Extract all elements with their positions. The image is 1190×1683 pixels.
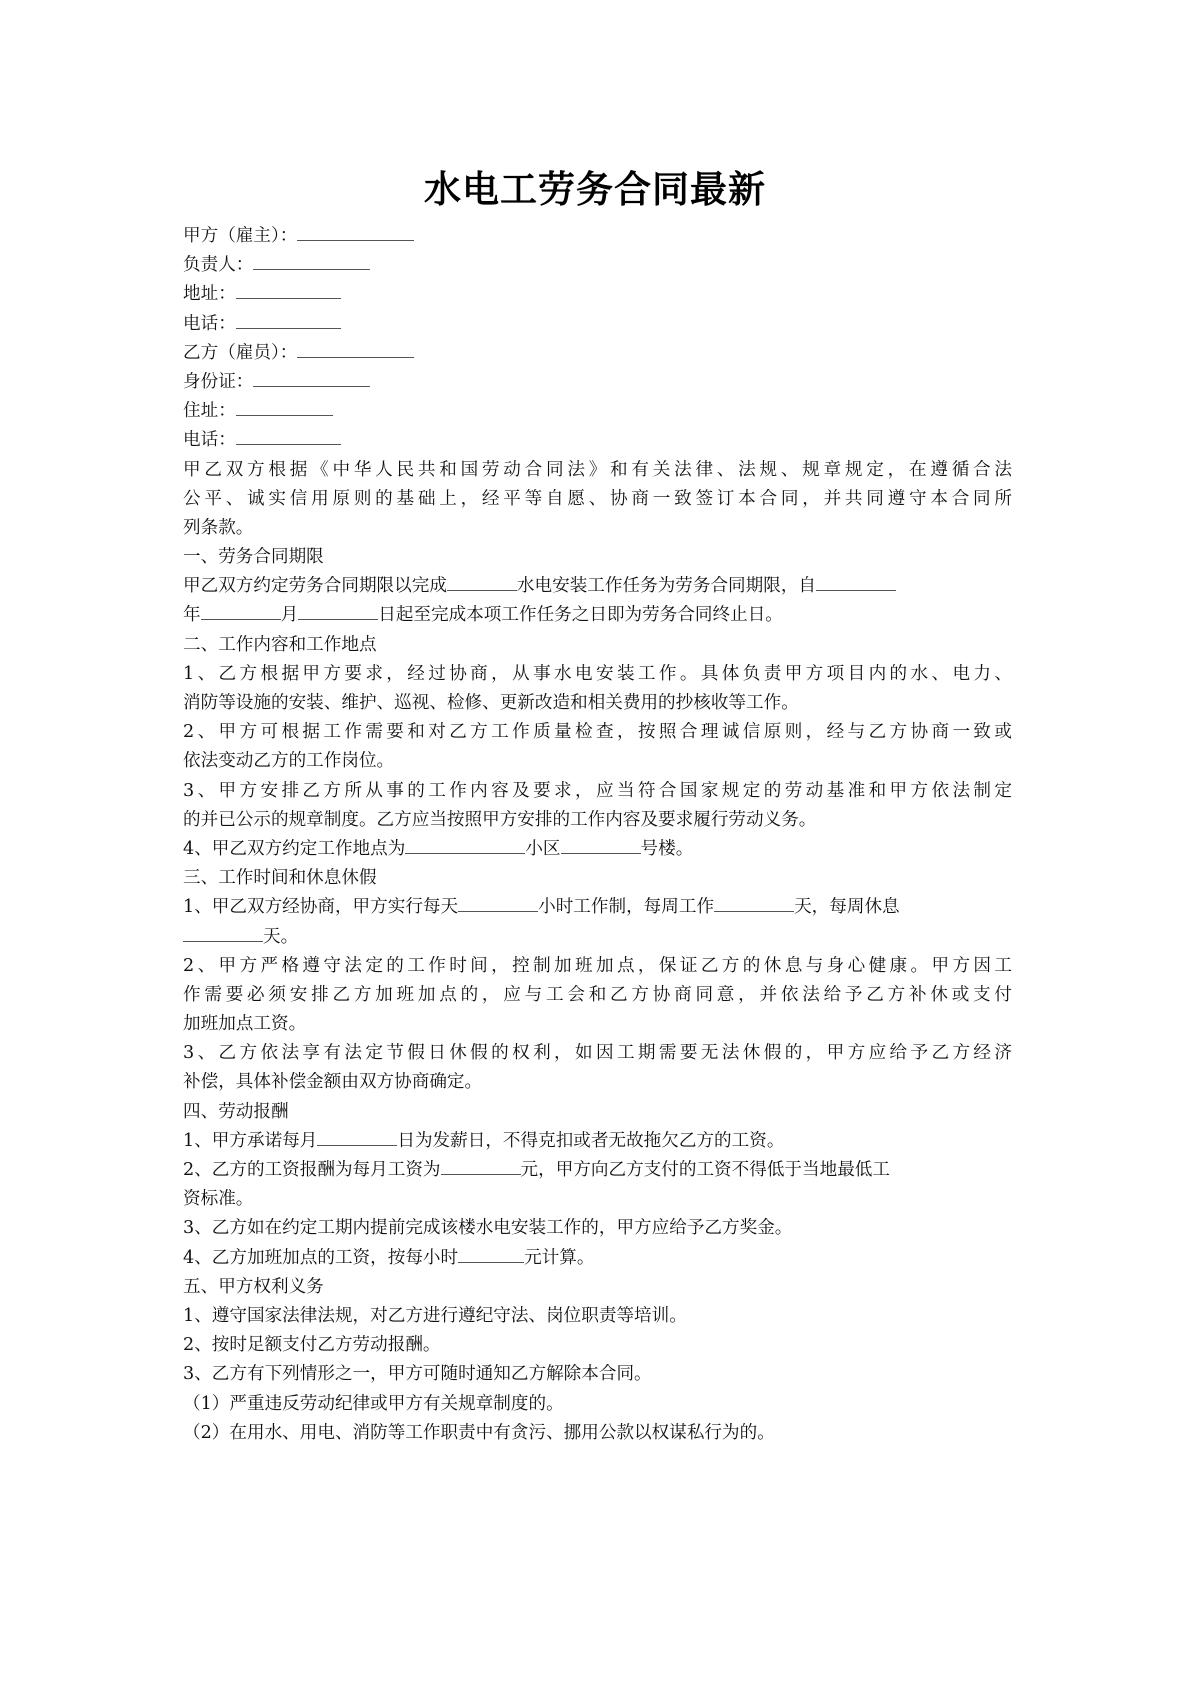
field-party-a [183,222,1013,251]
clause-text: 1、甲乙双方经协商，甲方实行每天 [183,897,459,918]
clause-text: 天，每周休息 [794,897,900,918]
fill-blank[interactable] [458,1244,524,1263]
fill-blank[interactable] [236,397,333,416]
field-label: 电话： [183,430,236,451]
fill-blank[interactable] [236,426,341,445]
clause-text: 元，甲方向乙方支付的工资不得低于当地最低工 [520,1160,890,1180]
clause-line [183,1127,1013,1156]
field-label: 负责人： [183,255,254,276]
field-person-in-charge [183,251,1013,280]
document-body [183,222,1013,1448]
field-phone-a [183,310,1013,339]
clause-line: 3、甲方安排乙方所从事的工作内容及要求，应当符合国家规定的劳动基准和甲方依法制定 [183,780,1012,801]
clause-line: 的并已公示的规章制度。乙方应当按照甲方安排的工作内容及要求履行劳动义务。 [183,809,817,830]
clause-text: 日为发薪日，不得克扣或者无故拖欠乙方的工资。 [397,1130,785,1151]
field-phone-b [183,426,1013,455]
fill-blank[interactable] [405,835,525,854]
clause-text: 小区 [525,838,561,859]
fill-blank[interactable] [183,923,263,942]
clause-line: 1、遵守国家法律法规，对乙方进行遵纪守法、岗位职责等培训。 [183,1305,687,1326]
field-label: 身份证： [183,371,254,392]
clause-subitem: （2）在用水、用电、消防等工作职责中有贪污、挪用公款以权谋私行为的。 [183,1422,775,1443]
clause-line: 1、乙方根据甲方要求，经过协商，从事水电安装工作。具体负责甲方项目内的水、电力、 [183,663,1012,684]
fill-blank[interactable] [561,835,641,854]
clause-line: 2、甲方严格遵守法定的工作时间，控制加班加点，保证乙方的休息与身心健康。甲方因工 [183,955,1012,976]
clause-line: 消防等设施的安装、维护、巡视、检修、更新改造和相关费用的抄核收等工作。 [183,693,799,713]
clause-text: 1、甲方承诺每月 [183,1130,318,1151]
clause-line [183,893,1013,922]
clause-line: 3、乙方依法享有法定节假日休假的权利，如因工期需要无法休假的，甲方应给予乙方经济 [183,1043,1012,1064]
fill-blank[interactable] [253,368,370,387]
section-heading: 二、工作内容和工作地点 [183,634,377,655]
clause-text: 水电安装工作任务为劳务合同期限，自 [516,576,817,597]
clause-text: 天。 [263,926,299,947]
clause-text: 月 [280,605,299,626]
fill-blank[interactable] [458,893,538,912]
clause-text: 2、乙方的工资报酬为每月工资为 [183,1160,441,1180]
clause-text: 4、甲乙双方约定工作地点为 [183,838,406,859]
clause-line [183,601,1013,630]
preamble-line: 公平、诚实信用原则的基础上，经平等自愿、协商一致签订本合同，并共同遵守本合同所 [183,488,1012,509]
clause-text: 4、乙方加班加点的工资，按每小时 [183,1247,459,1268]
field-label: 甲方（雇主）： [183,226,298,246]
clause-line: 2、按时足额支付乙方劳动报酬。 [183,1335,441,1356]
fill-blank[interactable] [441,1156,521,1175]
section-heading: 四、劳动报酬 [183,1101,289,1122]
field-address-a [183,280,1013,309]
clause-text: 甲乙双方约定劳务合同期限以完成 [183,576,447,597]
clause-line: 3、乙方有下列情形之一，甲方可随时通知乙方解除本合同。 [183,1364,652,1385]
clause-line [183,923,1013,952]
clause-line: 2、甲方可根据工作需要和对乙方工作质量检查，按照合理诚信原则，经与乙方协商一致或 [183,722,1012,743]
clause-text: 小时工作制，每周工作 [538,897,715,918]
clause-line: 依法变动乙方的工作岗位。 [183,751,395,772]
fill-blank[interactable] [447,572,517,591]
clause-text: 号楼。 [640,838,694,859]
clause-line: 资标准。 [183,1189,254,1210]
fill-blank[interactable] [201,601,281,620]
clause-text: 日起至完成本项工作任务之日即为劳务合同终止日。 [378,605,783,626]
clause-line: 3、乙方如在约定工期内提前完成该楼水电安装工作的，甲方应给予乙方奖金。 [183,1218,793,1239]
clause-line: 作需要必须安排乙方加班加点的，应与工会和乙方协商同意，并依法给予乙方补休或支付 [183,984,1012,1005]
section-heading: 一、劳务合同期限 [183,547,324,568]
preamble-line: 甲乙双方根据《中华人民共和国劳动合同法》和有关法律、法规、规章规定，在遵循合法 [183,459,1012,480]
fill-blank[interactable] [236,280,341,299]
clause-line: 补偿，具体补偿金额由双方协商确定。 [183,1072,483,1093]
field-label: 地址： [183,284,236,305]
clause-line [183,835,1013,864]
clause-subitem: （1）严重违反劳动纪律或甲方有关规章制度的。 [183,1393,564,1414]
section-heading: 三、工作时间和休息休假 [183,868,377,889]
fill-blank[interactable] [297,339,414,358]
preamble-line: 列条款。 [183,517,254,538]
field-label: 住址： [183,401,236,422]
clause-line [183,1244,1013,1273]
fill-blank[interactable] [298,601,378,620]
fill-blank[interactable] [253,251,370,270]
field-label: 乙方（雇员）： [183,342,298,363]
clause-text: 元计算。 [524,1247,595,1268]
clause-line [183,572,1013,601]
section-heading: 五、甲方权利义务 [183,1276,324,1297]
field-id-card [183,368,1013,397]
field-label: 电话： [183,313,236,334]
field-residence [183,397,1013,426]
document-title: 水电工劳务合同最新 [424,168,766,211]
clause-line [183,1156,1013,1185]
field-party-b [183,339,1013,368]
fill-blank[interactable] [714,893,794,912]
fill-blank[interactable] [297,222,414,241]
fill-blank[interactable] [317,1127,397,1146]
fill-blank[interactable] [236,310,341,329]
clause-text: 年 [183,605,201,626]
fill-blank[interactable] [816,572,896,591]
clause-line: 加班加点工资。 [183,1014,307,1035]
